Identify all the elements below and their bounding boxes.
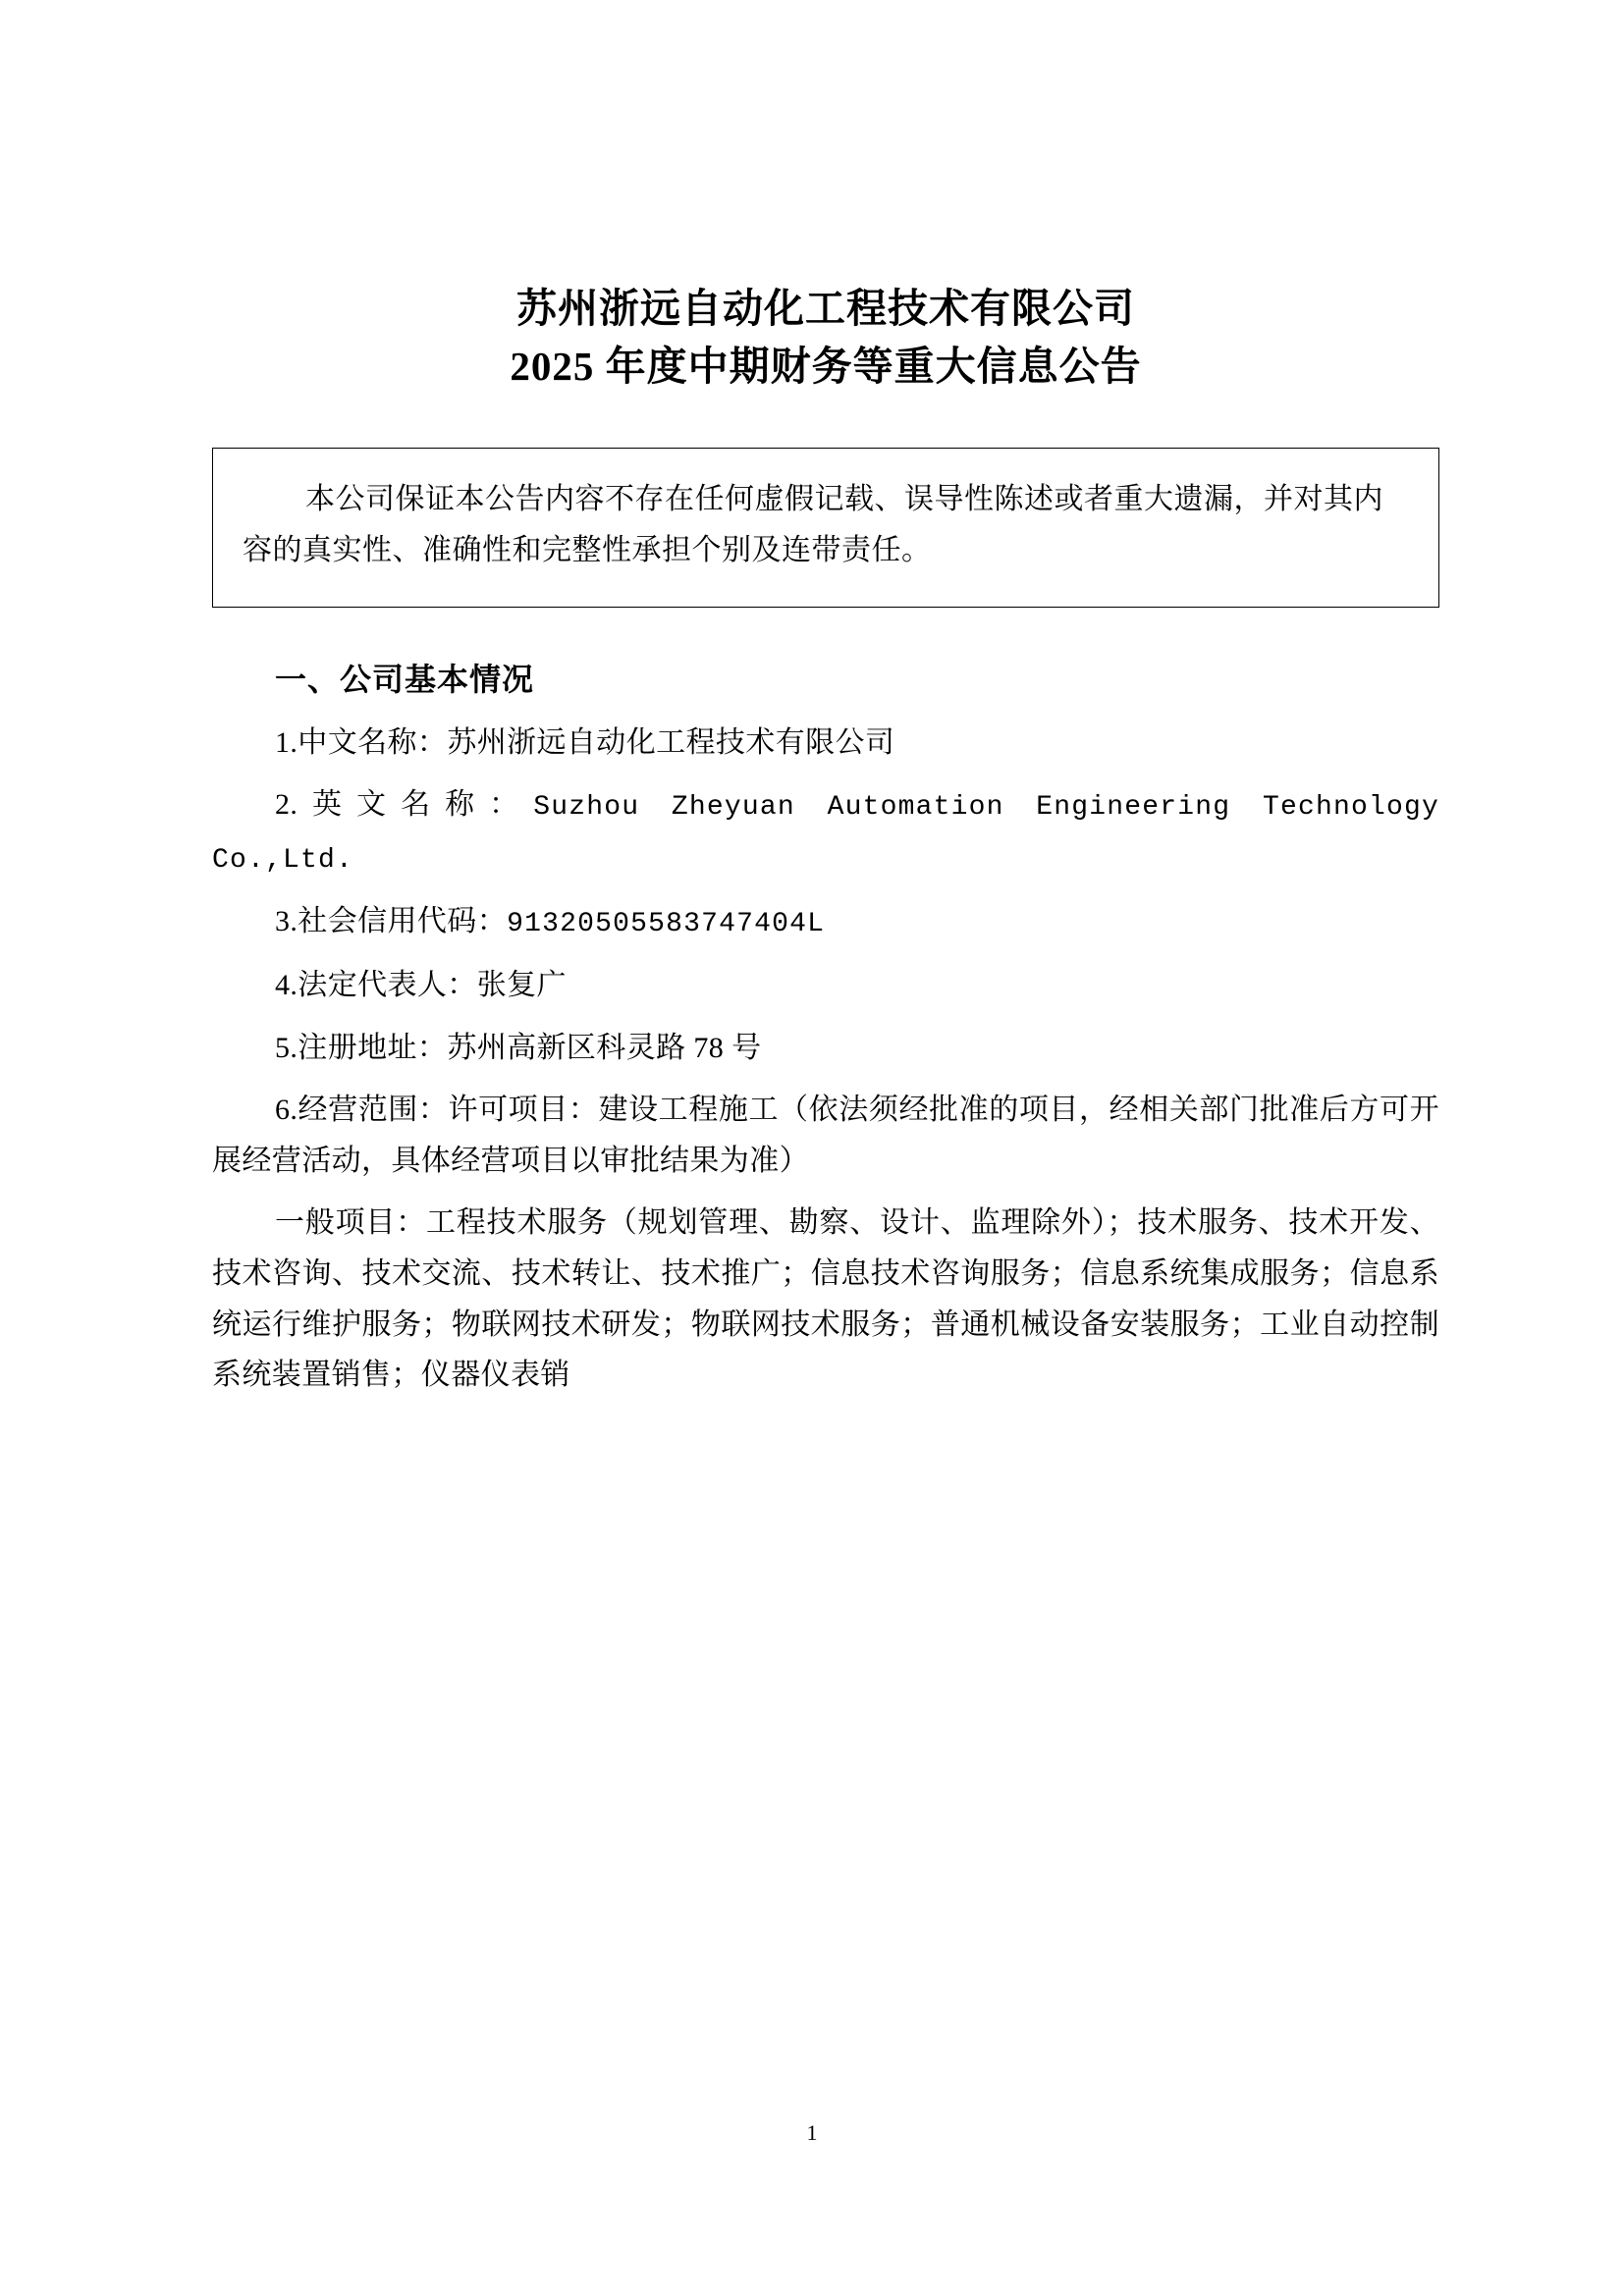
item-business-scope-label: 6.经营范围：: [275, 1094, 449, 1127]
item-chinese-name: [212, 718, 1439, 769]
item-chinese-name-value: 苏州浙远自动化工程技术有限公司: [447, 725, 895, 759]
item-business-scope: [212, 1085, 1439, 1186]
item-registered-address: [212, 1023, 1439, 1074]
item-credit-code-label: 3.社会信用代码：: [275, 904, 508, 937]
document-content: [212, 280, 1439, 1401]
page-number: 1: [806, 2120, 818, 2145]
item-legal-representative-value: 张复广: [476, 968, 567, 1001]
item-credit-code: [212, 896, 1439, 948]
general-business-scope: 一般项目：工程技术服务（规划管理、勘察、设计、监理除外）；技术服务、技术开发、技术咨询、技术交流、技术转让、技术推广；信息技术咨询服务；信息系统集成服务；信息系统运行维护服务；物联网技术研发；物联网技术服务；普通机械设备安装服务；工业自动控制系统装置销售；仪器仪表销: [212, 1206, 1439, 1392]
item-legal-representative-label: 4.法定代表人：: [275, 968, 477, 1001]
disclaimer-box: [212, 448, 1439, 608]
section-heading-company-basics: 一、公司基本情况: [275, 661, 535, 697]
item-business-scope-value: 许可项目：建设工程施工（依法须经批准的项目，经相关部门批准后方可开展经营活动，具体经营项目以审批结果为准）: [212, 1094, 1439, 1177]
title-line-1: 苏州浙远自动化工程技术有限公司: [516, 286, 1135, 331]
item-english-name-label: 2.英文名称：: [275, 788, 534, 822]
title-line-2: 2025 年度中期财务等重大信息公告: [510, 344, 1142, 390]
item-legal-representative: [212, 960, 1439, 1011]
item-registered-address-label: 5.注册地址：: [275, 1031, 448, 1064]
item-registered-address-value: 苏州高新区科灵路 78 号: [447, 1031, 762, 1064]
item-english-name: [212, 779, 1439, 883]
item-chinese-name-label: 1.中文名称：: [275, 725, 448, 759]
item-credit-code-value: 91320505583747404L: [507, 908, 826, 939]
item-english-name-value: Suzhou Zheyuan Automation Engineering Technology Co.,Ltd.: [212, 792, 1439, 876]
page-title: [212, 280, 1439, 397]
disclaimer-text: 本公司保证本公告内容不存在任何虚假记载、误导性陈述或者重大遗漏，并对其内容的真实性、准确性和完整性承担个别及连带责任。: [243, 482, 1383, 567]
